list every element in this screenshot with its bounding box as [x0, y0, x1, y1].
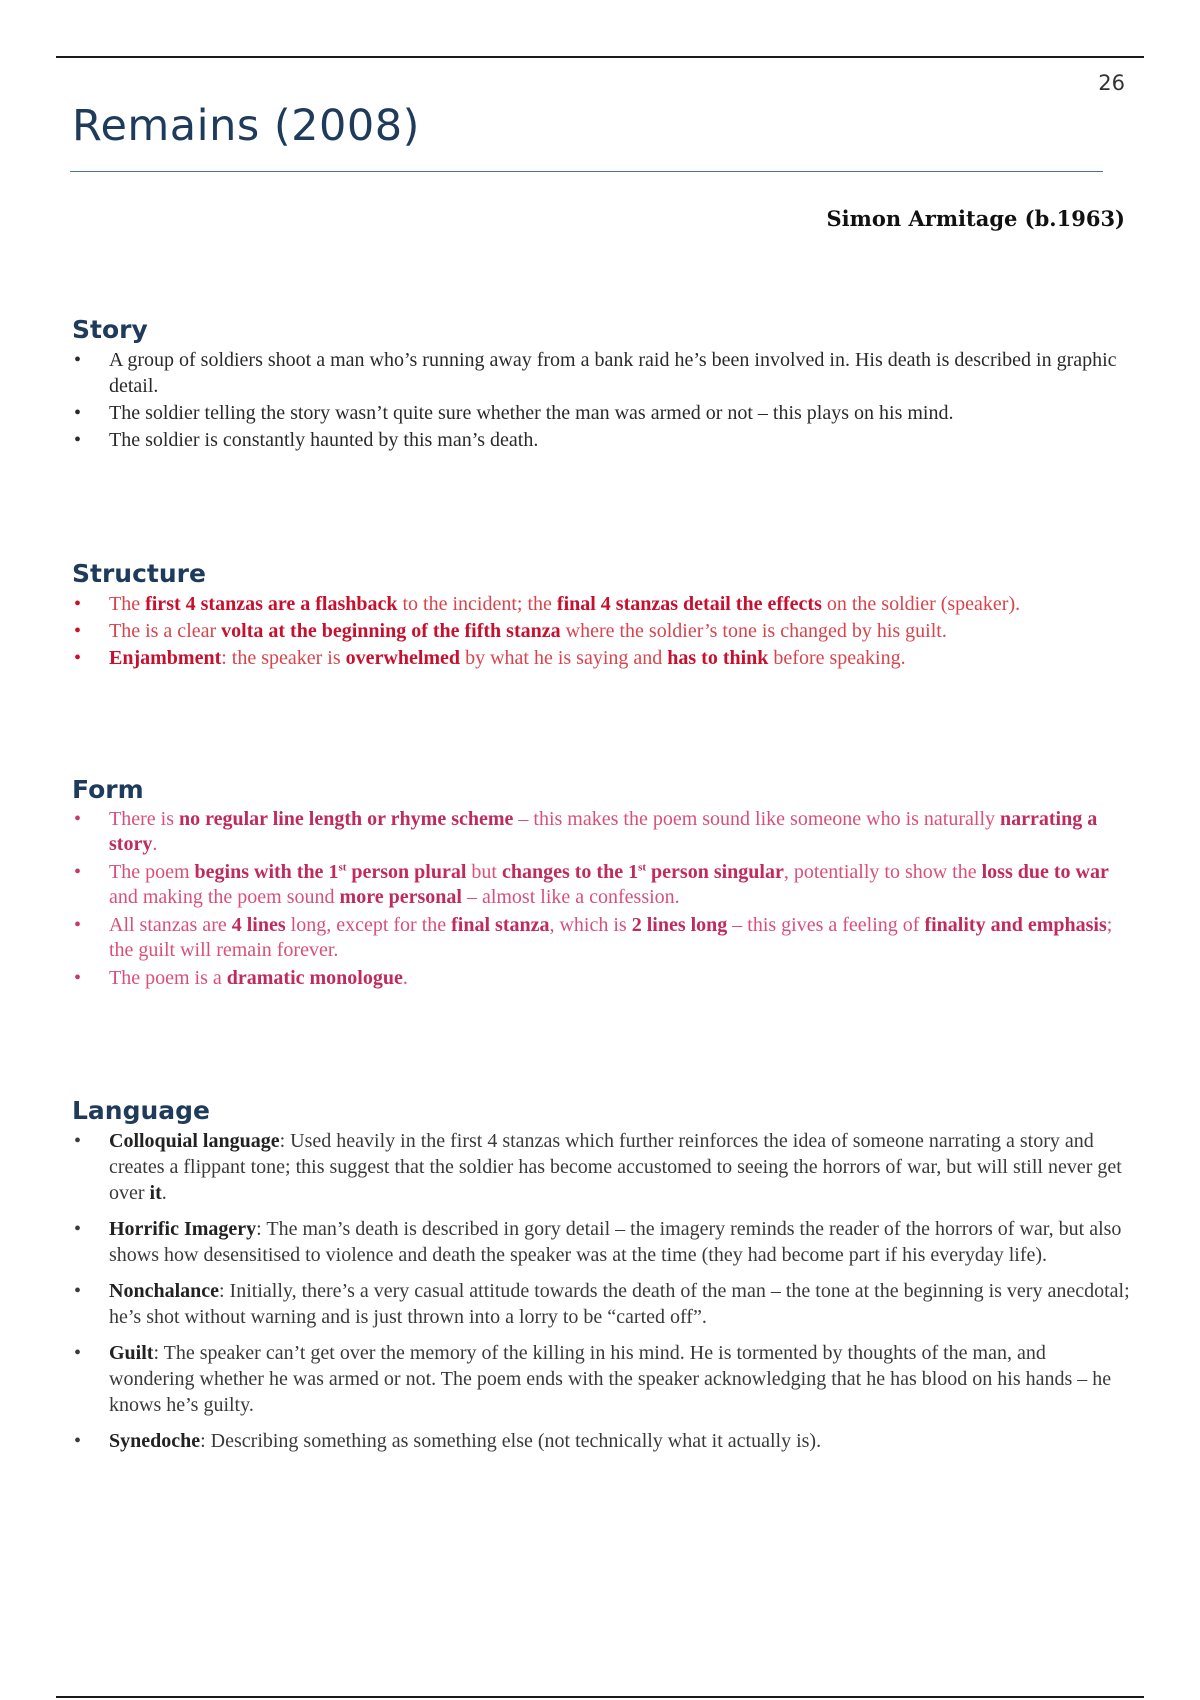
top-rule — [56, 56, 1144, 58]
emphasis-text: overwhelmed — [345, 647, 461, 669]
list-item — [72, 1216, 1132, 1268]
emphasis-text: Colloquial language — [109, 1130, 280, 1152]
emphasis-text: volta at the beginning of the fifth stanza — [221, 620, 561, 642]
emphasis-text: person plural — [346, 861, 467, 883]
bullet-icon: • — [74, 914, 82, 936]
emphasis-text: more personal — [339, 886, 462, 908]
plain-text: on the soldier (speaker). — [821, 593, 1021, 615]
story-item-text: A group of soldiers shoot a man who’s running away from a bank raid he’s been involved in. His death is described in graphic detail. — [109, 349, 1117, 397]
plain-text: : Describing something as something else (not technically what it actually is). — [200, 1430, 822, 1452]
structure-section — [72, 557, 1132, 672]
list-item-text — [109, 620, 947, 642]
list-item-text — [109, 967, 408, 989]
plain-text: There is — [109, 808, 179, 830]
form-list — [72, 807, 1132, 991]
plain-text: long, except for the — [285, 914, 452, 936]
bullet-icon: • — [74, 1130, 82, 1152]
plain-text: The poem — [109, 861, 195, 883]
emphasis-text: finality and emphasis — [924, 914, 1107, 936]
story-item-text: The soldier is constantly haunted by this man’s death. — [109, 429, 539, 451]
language-heading: Language — [72, 1096, 211, 1125]
bullet-icon: • — [74, 1218, 82, 1240]
list-item — [72, 966, 1132, 991]
bullet-icon: • — [74, 349, 82, 371]
bottom-rule — [56, 1696, 1144, 1698]
plain-text: All stanzas are — [109, 914, 232, 936]
story-section — [72, 313, 1132, 454]
plain-text: and making the poem sound — [109, 886, 340, 908]
bullet-icon: • — [74, 1430, 82, 1452]
list-item — [72, 913, 1132, 963]
plain-text: . — [161, 1182, 167, 1204]
plain-text: ; the guilt will remain forever. — [109, 914, 1113, 961]
story-item — [72, 400, 1132, 426]
emphasis-text: has to think — [667, 647, 769, 669]
plain-text: to the incident; the — [397, 593, 557, 615]
bullet-icon: • — [74, 429, 82, 451]
plain-text: where the soldier’s tone is changed by his guilt. — [560, 620, 947, 642]
list-item — [72, 860, 1132, 910]
story-item — [72, 347, 1132, 399]
list-item-text — [109, 861, 1109, 908]
emphasis-text: Nonchalance — [109, 1280, 219, 1302]
author-line: Simon Armitage (b.1963) — [826, 206, 1125, 231]
list-item-text — [109, 1130, 1122, 1204]
list-item — [72, 1428, 1132, 1454]
list-item — [72, 807, 1132, 857]
superscript-text: st — [638, 861, 647, 874]
bullet-icon: • — [74, 808, 82, 830]
list-item — [72, 645, 1132, 672]
emphasis-text: Horrific Imagery — [109, 1218, 257, 1240]
plain-text: The — [109, 593, 146, 615]
list-item-text — [109, 1218, 1121, 1266]
bullet-icon: • — [74, 1280, 82, 1302]
story-item-text: The soldier telling the story wasn’t quite sure whether the man was armed or not – this plays on his mind. — [109, 402, 954, 424]
form-heading: Form — [72, 775, 144, 804]
language-section — [72, 1094, 1132, 1464]
plain-text: , which is — [549, 914, 632, 936]
bullet-icon: • — [74, 647, 82, 669]
bullet-icon: • — [74, 402, 82, 424]
list-item-text — [109, 914, 1112, 961]
plain-text: . — [152, 833, 158, 855]
list-item-text — [109, 593, 1020, 615]
list-item — [72, 591, 1132, 618]
emphasis-text: 2 lines long — [631, 914, 728, 936]
list-item-text — [109, 1430, 821, 1452]
emphasis-text: narrating a story — [109, 808, 1098, 855]
emphasis-text: it — [149, 1182, 162, 1204]
emphasis-text: changes to the 1 — [501, 861, 639, 883]
list-item — [72, 618, 1132, 645]
emphasis-text: Enjambment — [109, 647, 222, 669]
form-section — [72, 773, 1132, 994]
emphasis-text: dramatic monologue — [226, 967, 403, 989]
plain-text: The poem is a — [109, 967, 227, 989]
plain-text: . — [402, 967, 408, 989]
page-number: 26 — [1098, 71, 1125, 95]
title-underline — [70, 171, 1103, 172]
emphasis-text: loss due to war — [981, 861, 1109, 883]
plain-text: : Initially, there’s a very casual attitude towards the death of the man – the tone at the beginning is very anecdotal; he’s shot without warning and is just thrown into a lorry to be “carted off”. — [109, 1280, 1130, 1328]
plain-text: before speaking. — [768, 647, 906, 669]
list-item — [72, 1128, 1132, 1206]
structure-list — [72, 591, 1132, 672]
emphasis-text: final stanza — [451, 914, 550, 936]
list-item — [72, 1340, 1132, 1418]
story-heading: Story — [72, 315, 148, 344]
language-list — [72, 1128, 1132, 1454]
bullet-icon: • — [74, 620, 82, 642]
bullet-icon: • — [74, 593, 82, 615]
bullet-icon: • — [74, 1342, 82, 1364]
plain-text: : the speaker is — [221, 647, 346, 669]
structure-heading: Structure — [72, 559, 206, 588]
plain-text: : The speaker can’t get over the memory of the killing in his mind. He is tormented by thoughts of the man, and wondering whether he was armed or not. The poem ends with the speaker acknowledging that he has blood on his hands – he knows he’s guilty. — [109, 1342, 1112, 1416]
plain-text: by what he is saying and — [460, 647, 668, 669]
plain-text: : Used heavily in the first 4 stanzas which further reinforces the idea of someone narrating a story and creates a flippant tone; this suggest that the soldier has become accustomed to seeing the horrors of war, but will still never get over — [109, 1130, 1122, 1204]
plain-text: but — [466, 861, 502, 883]
list-item — [72, 1278, 1132, 1330]
emphasis-text: 4 lines — [231, 914, 286, 936]
plain-text: – this makes the poem sound like someone who is naturally — [513, 808, 1000, 830]
superscript-text: st — [338, 861, 347, 874]
plain-text: The is a clear — [109, 620, 222, 642]
emphasis-text: no regular line length or rhyme scheme — [178, 808, 514, 830]
bullet-icon: • — [74, 967, 82, 989]
list-item-text — [109, 1342, 1111, 1416]
emphasis-text: person singular — [646, 861, 784, 883]
emphasis-text: begins with the 1 — [194, 861, 339, 883]
story-list — [72, 347, 1132, 453]
list-item-text — [109, 1280, 1130, 1328]
emphasis-text: Synedoche — [109, 1430, 201, 1452]
plain-text: – this gives a feeling of — [727, 914, 925, 936]
emphasis-text: Guilt — [109, 1342, 154, 1364]
story-item — [72, 427, 1132, 453]
plain-text: – almost like a confession. — [461, 886, 680, 908]
page-title: Remains (2008) — [72, 101, 420, 151]
plain-text: : The man’s death is described in gory detail – the imagery reminds the reader of the horrors of war, but also shows how desensitised to violence and death the speaker was at the time (they had become part if his everyday life). — [109, 1218, 1122, 1266]
emphasis-text: first 4 stanzas are a flashback — [145, 593, 398, 615]
list-item-text — [109, 808, 1097, 855]
emphasis-text: final 4 stanzas detail the effects — [556, 593, 822, 615]
plain-text: , potentially to show the — [783, 861, 982, 883]
emphasis-text — [638, 861, 646, 873]
list-item-text — [109, 647, 906, 669]
bullet-icon: • — [74, 861, 82, 883]
